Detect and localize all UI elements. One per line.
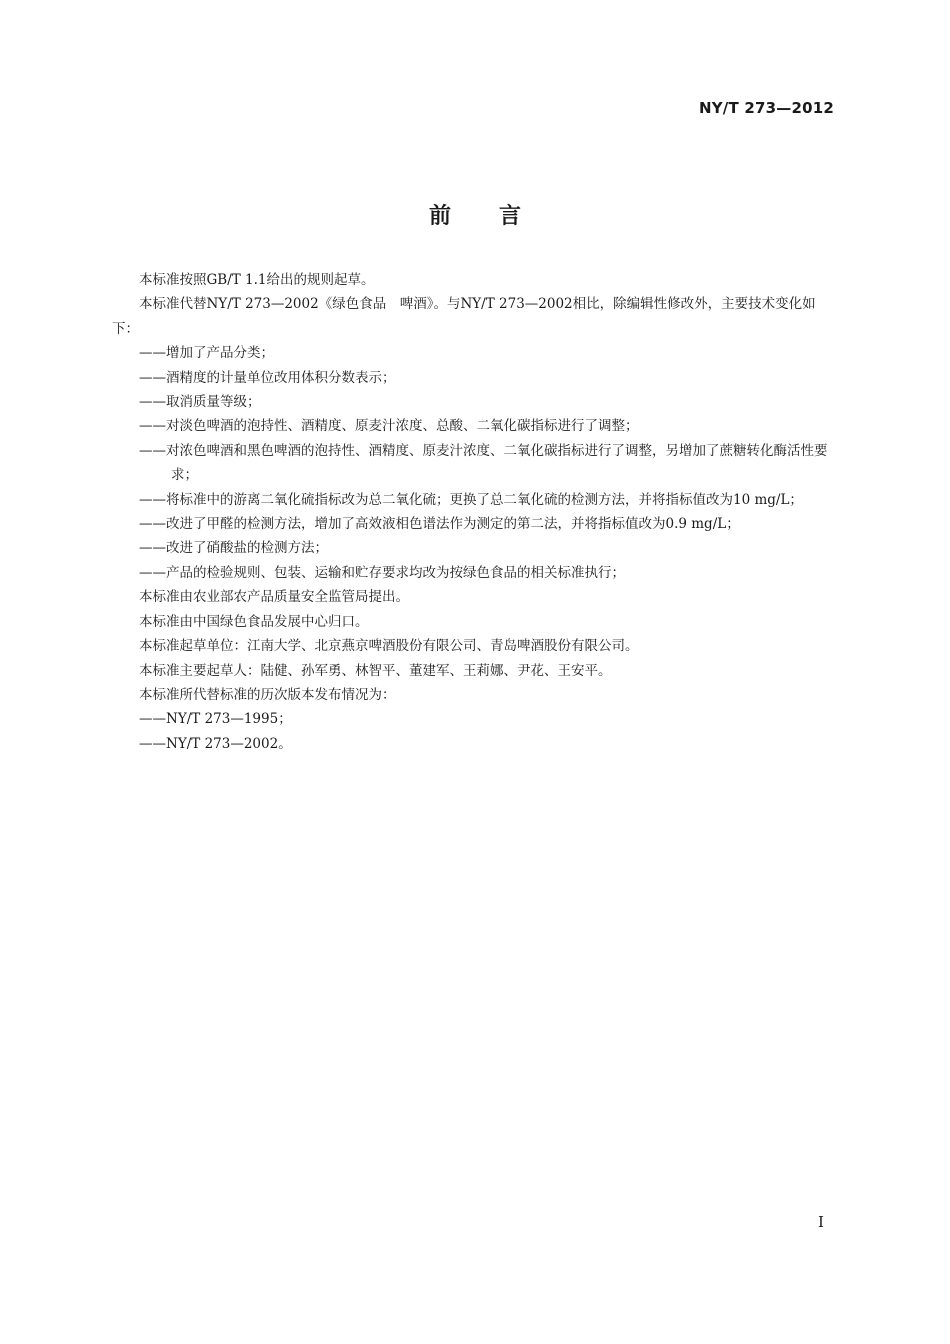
page-title: 前言 [428,204,569,229]
history-item: ——NY/T 273—2002。 [139,735,292,752]
foreword-body [112,268,836,756]
change-item: ——将标准中的游离二氧化硫指标改为总二氧化硫；更换了总二氧化硫的检测方法，并将指标值改为10 mg/L； [139,491,803,508]
change-item: ——改进了硝酸盐的检测方法； [139,540,328,557]
standard-code: NY/T 273—2012 [698,99,834,117]
paragraph-centralized: 本标准由中国绿色食品发展中心归口。 [139,613,369,630]
page-number: I [818,1213,824,1231]
paragraph-drafting-rules: 本标准按照GB/T 1.1给出的规则起草。 [139,272,375,288]
paragraph-history-intro: 本标准所代替标准的历次版本发布情况为： [139,686,396,703]
history-item: ——NY/T 273—1995； [139,711,292,728]
change-item: ——酒精度的计量单位改用体积分数表示； [139,369,396,386]
change-item: ——增加了产品分类； [139,345,274,362]
change-item: ——对浓色啤酒和黑色啤酒的泡持性、酒精度、原麦汁浓度、二氧化碳指标进行了调整，另增加了蔗糖转化酶活性要求； [139,442,828,484]
paragraph-proposer: 本标准由农业部农产品质量安全监管局提出。 [139,589,409,606]
paragraph-drafting-units: 本标准起草单位：江南大学、北京燕京啤酒股份有限公司、青岛啤酒股份有限公司。 [139,638,639,655]
change-item: ——改进了甲醛的检测方法，增加了高效液相色谱法作为测定的第二法，并将指标值改为0.9 mg/L； [139,516,740,533]
paragraph-replacement: 本标准代替NY/T 273—2002《绿色食品 啤酒》。与NY/T 273—2002相比，除编辑性修改外，主要技术变化如下： [112,296,816,337]
change-item: ——对淡色啤酒的泡持性、酒精度、原麦汁浓度、总酸、二氧化碳指标进行了调整； [139,418,639,435]
paragraph-drafters: 本标准主要起草人：陆健、孙军勇、林智平、董建军、王莉娜、尹花、王安平。 [139,662,612,679]
change-item: ——产品的检验规则、包装、运输和贮存要求均改为按绿色食品的相关标准执行； [139,564,625,581]
change-item: ——取消质量等级； [139,394,261,411]
